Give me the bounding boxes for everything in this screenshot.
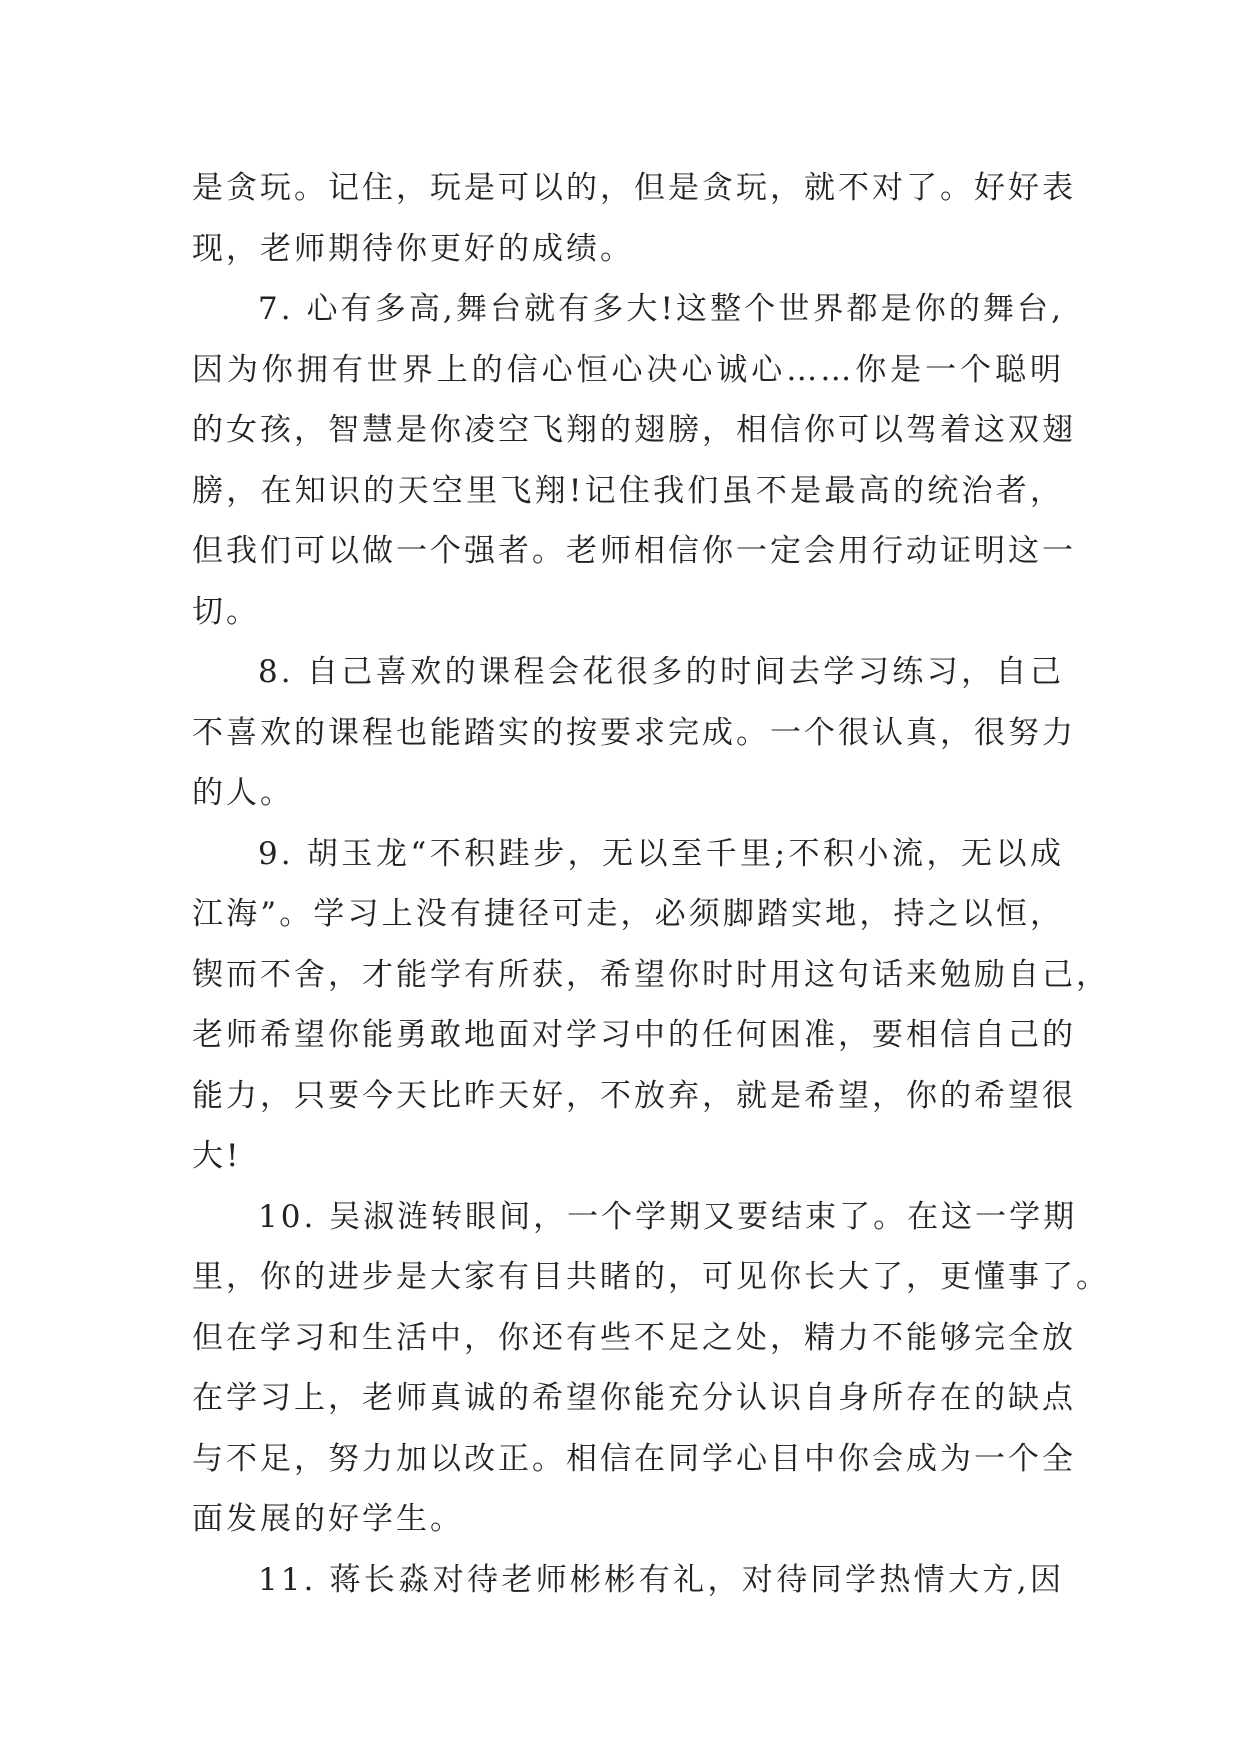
paragraph-6-continuation <box>192 158 1076 279</box>
text-line: 膀，在知识的天空里飞翔!记住我们虽不是最高的统治者， <box>192 472 1064 509</box>
text-line: 11. 蒋长淼对待老师彬彬有礼，对待同学热情大方,因 <box>258 1561 1064 1598</box>
text-line: 锲而不舍，才能学有所获，希望你时时用这句话来勉励自己， <box>192 956 1110 993</box>
text-line: 与不足，努力加以改正。相信在同学心目中你会成为一个全 <box>192 1440 1076 1477</box>
text-line: 但我们可以做一个强者。老师相信你一定会用行动证明这一 <box>192 533 1076 569</box>
document-body <box>192 158 1110 1610</box>
text-line: 的女孩，智慧是你凌空飞翔的翅膀，相信你可以驾着这双翅 <box>192 412 1076 448</box>
text-line: 7. 心有多高,舞台就有多大!这整个世界都是你的舞台, <box>258 291 1064 327</box>
paragraph-10 <box>192 1187 1110 1550</box>
text-line: 但在学习和生活中，你还有些不足之处，精力不能够完全放 <box>192 1319 1076 1356</box>
text-line: 的人。 <box>192 775 294 811</box>
paragraph-8 <box>192 642 1076 824</box>
text-line: 能力，只要今天比昨天好，不放弃，就是希望，你的希望很 <box>192 1077 1076 1114</box>
text-line: 现，老师期待你更好的成绩。 <box>192 230 634 267</box>
paragraph-7 <box>192 279 1076 642</box>
text-line: 江海”。学习上没有捷径可走，必须脚踏实地，持之以恒， <box>192 896 1064 932</box>
text-line: 在学习上，老师真诚的希望你能充分认识自身所存在的缺点 <box>192 1380 1076 1416</box>
paragraph-9 <box>192 824 1110 1187</box>
text-line: 面发展的好学生。 <box>192 1501 464 1537</box>
text-line: 是贪玩。记住，玩是可以的，但是贪玩，就不对了。好好表 <box>192 170 1076 206</box>
text-line: 里，你的进步是大家有目共睹的，可见你长大了，更懂事了。 <box>192 1259 1110 1295</box>
text-line: 切。 <box>192 593 260 630</box>
text-line: 8. 自己喜欢的课程会花很多的时间去学习练习，自己 <box>258 654 1064 690</box>
text-line: 因为你拥有世界上的信心恒心决心诚心……你是一个聪明 <box>192 351 1064 388</box>
text-line: 老师希望你能勇敢地面对学习中的任何困准，要相信自己的 <box>192 1017 1076 1053</box>
text-line: 10. 吴淑涟转眼间，一个学期又要结束了。在这一学期 <box>258 1198 1078 1235</box>
paragraph-11 <box>192 1550 1064 1611</box>
text-line: 9. 胡玉龙“不积跬步，无以至千里;不积小流，无以成 <box>258 835 1064 872</box>
text-line: 不喜欢的课程也能踏实的按要求完成。一个很认真，很努力 <box>192 714 1076 751</box>
text-line: 大! <box>192 1138 242 1174</box>
